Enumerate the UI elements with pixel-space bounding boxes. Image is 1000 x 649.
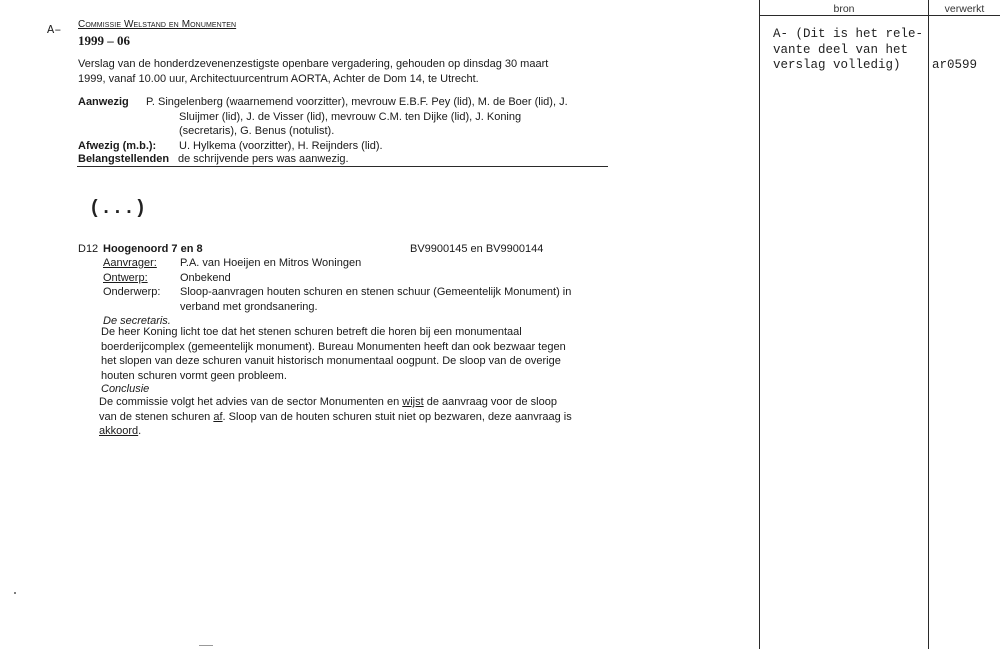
bron-line: verslag volledig) [773,58,901,72]
absent-text: U. Hylkema (voorzitter), H. Reijnders (lid). [179,139,383,152]
bron-line: vante deel van het [773,42,909,57]
decision-word-af: af [213,410,223,423]
subject-line: verband met grondsanering. [180,300,318,313]
decision-word-akkoord: akkoord [99,425,139,437]
header-underline [77,166,608,167]
absent-label: Afwezig (m.b.): [78,139,157,152]
design-value: Onbekend [180,271,231,284]
ellipsis: (...) [89,197,147,219]
column-header-bron: bron [833,3,855,15]
secretary-line: houten schuren vormt geen probleem. [101,369,287,382]
secretary-line: De heer Koning licht toe dat het stenen schuren betreft die horen bij een monumentaal [101,326,522,338]
column-divider-left [759,0,760,649]
meeting-number: 1999 – 06 [78,33,130,48]
header-rule [759,15,1000,16]
design-label: Ontwerp: [103,271,148,284]
secretary-label: De secretaris. [103,314,171,327]
applicant-value: P.A. van Hoeijen en Mitros Woningen [180,257,362,269]
bron-note [773,27,923,74]
present-label: Aanwezig [78,96,129,108]
decision-word-wijst: wijst [402,396,424,408]
secretary-line: het slopen van deze schuren vanuit historisch monumentaal oogpunt. De sloop van de overige [101,355,561,367]
interested-text: de schrijvende pers was aanwezig. [178,153,349,165]
applicant-label: Aanvrager: [103,257,157,269]
present-list-cont [179,110,521,139]
conclusion-line: van de stenen schuren af. Sloop van de houten schuren stuit niet op bezwaren, deze aanvraag is [99,410,572,423]
present-line: Sluijmer (lid), J. de Visser (lid), mevrouw C.M. ten Dijke (lid), J. Koning [179,110,522,123]
bron-line: A- (Dit is het rele- [773,27,924,41]
secretary-paragraph [101,325,566,383]
present-line: (secretaris), G. Benus (notulist). [179,125,335,137]
present-list [146,95,568,110]
secretary-line: boerderijcomplex (gemeentelijk monument). Bureau Monumenten heeft dan ook bezwaar tegen [101,340,566,353]
subject-value [180,285,571,314]
scan-speck [14,592,16,594]
verwerkt-code: ar0599 [932,58,978,72]
subject-label: Onderwerp: [103,286,161,298]
present-line: P. Singelenberg (waarnemend voorzitter), mevrouw E.B.F. Pey (lid), M. de Boer (lid), J. [146,96,568,108]
scan-speck [199,645,213,646]
subject-line: Sloop-aanvragen houten schuren en stenen schuur (Gemeentelijk Monument) in [180,286,572,298]
column-header-verwerkt: verwerkt [944,3,985,15]
committee-name: Commissie Welstand en Monumenten [78,19,237,30]
item-code: D12 [78,242,99,255]
item-title: Hoogenoord 7 en 8 [103,242,203,255]
conclusion-label: Conclusie [101,383,150,395]
intro-line: Verslag van de honderdzevenenzestigste openbare vergadering, gehouden op dinsdag 30 maart [78,58,549,70]
conclusion-line: De commissie volgt het advies van de sector Monumenten en wijst de aanvraag voor de sloop [99,396,557,408]
column-divider-right [928,0,929,649]
conclusion-paragraph [99,395,572,439]
conclusion-line: akkoord. [99,425,142,437]
interested-label: Belangstellenden [78,153,170,165]
document-mark: A– [47,23,62,37]
intro-line: 1999, vanaf 10.00 uur, Architectuurcentrum AORTA, Achter de Dom 14, te Utrecht. [78,72,479,85]
item-reference: BV9900145 en BV9900144 [410,242,544,255]
intro-paragraph [78,57,548,86]
